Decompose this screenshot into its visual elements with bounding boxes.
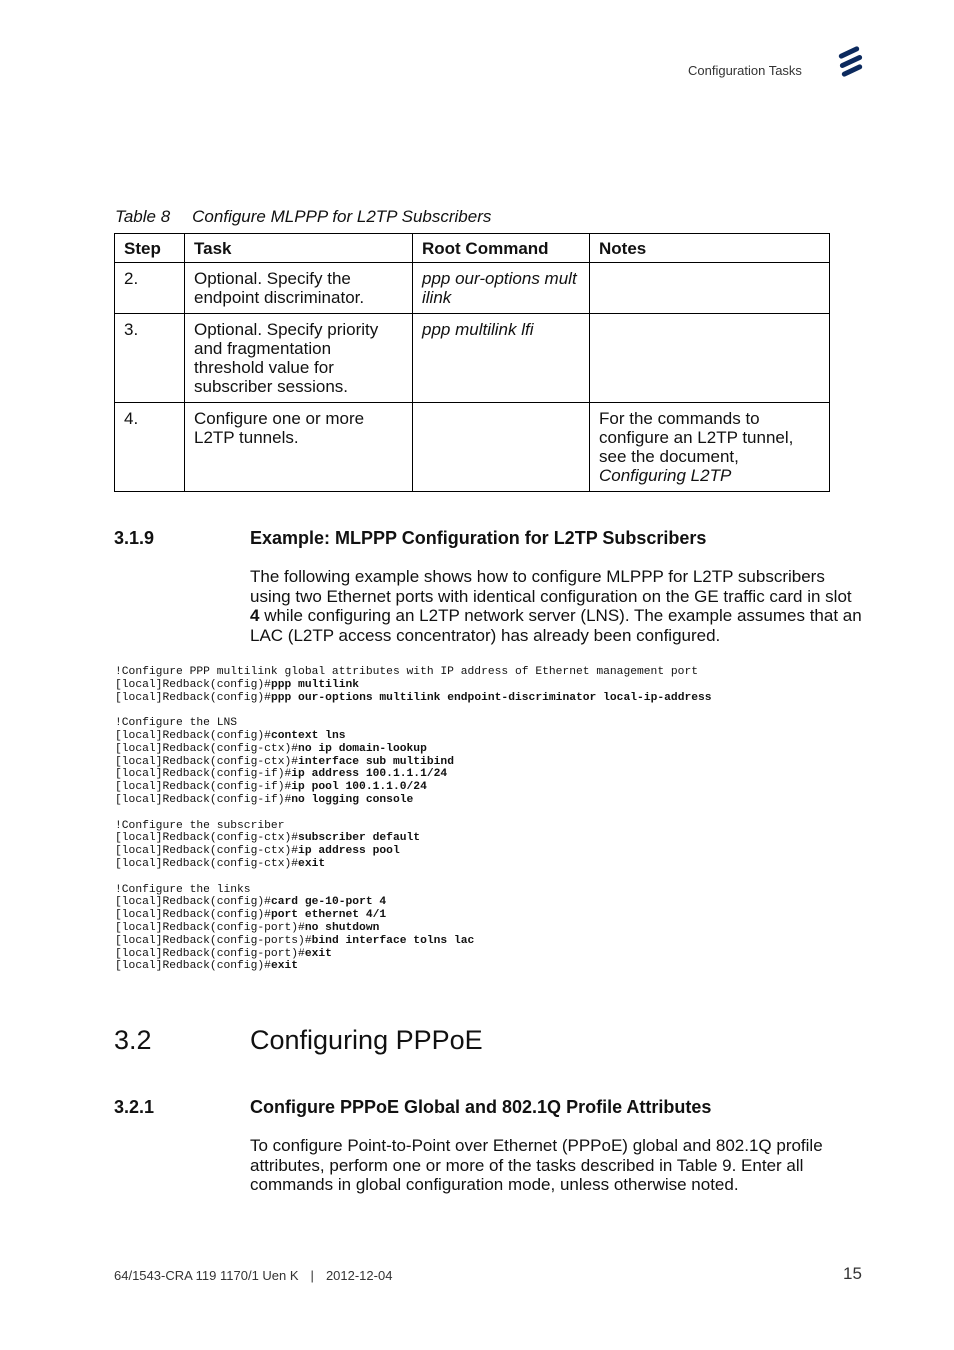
code-command: no logging console: [291, 793, 414, 806]
footer-separator: |: [310, 1268, 314, 1283]
code-prompt: [local]Redback(config-ctx)#: [115, 845, 299, 858]
code-line: [115, 858, 325, 870]
cell-task: Optional. Specify the endpoint discriminator.: [185, 263, 413, 314]
column-header-task: Task: [185, 234, 413, 263]
cell-root-command: ppp multilink lfi: [413, 314, 590, 403]
table-row: [115, 263, 830, 314]
table-header-row: [115, 234, 830, 263]
code-line: [115, 948, 332, 960]
slot-number: 4: [250, 606, 260, 625]
code-prompt: !Configure the subscriber: [115, 819, 285, 832]
tasks-table: [114, 233, 830, 492]
code-line: [115, 909, 386, 921]
code-prompt: [local]Redback(config)#: [115, 909, 271, 922]
page-number: 15: [843, 1264, 862, 1283]
code-command: ip address 100.1.1.1/24: [291, 768, 448, 781]
code-prompt: [local]Redback(config-if)#: [115, 793, 292, 806]
code-command: ip pool 100.1.1.0/24: [291, 781, 427, 794]
section-number: 3.2.1: [114, 1097, 155, 1117]
notes-text: For the commands to configure an L2TP tunnel, see the document,: [599, 409, 794, 466]
table-row: [115, 403, 830, 492]
code-line: [115, 679, 359, 691]
code-prompt: [local]Redback(config)#: [115, 678, 271, 691]
code-line: [115, 794, 413, 806]
table-caption-title: Configure MLPPP for L2TP Subscribers: [192, 207, 492, 226]
code-command: no ip domain-lookup: [298, 742, 427, 755]
code-line: [115, 756, 454, 768]
code-line: [115, 768, 447, 780]
code-example: [115, 666, 712, 973]
code-line: [115, 884, 251, 896]
cell-notes: [590, 403, 830, 492]
code-line: [115, 717, 237, 729]
table-caption-label: Table 8: [115, 207, 171, 226]
code-line: [115, 692, 712, 704]
code-line: [115, 922, 379, 934]
code-prompt: !Configure the links: [115, 883, 251, 896]
column-header-root-command: Root Command: [413, 234, 590, 263]
code-prompt: [local]Redback(config)#: [115, 691, 271, 704]
code-line: [115, 730, 346, 742]
cell-notes: [590, 314, 830, 403]
code-prompt: [local]Redback(config-if)#: [115, 781, 292, 794]
code-line: [115, 832, 420, 844]
ericsson-logo-icon: [836, 43, 866, 84]
code-prompt: [local]Redback(config-port)#: [115, 921, 305, 934]
section-title: Example: MLPPP Configuration for L2TP Subscribers: [250, 528, 707, 548]
code-line: [115, 845, 400, 857]
code-prompt: [local]Redback(config-port)#: [115, 947, 305, 960]
code-command: context lns: [270, 729, 346, 742]
code-prompt: [local]Redback(config-ctx)#: [115, 857, 299, 870]
cell-step: 2.: [115, 263, 185, 314]
code-command: interface sub multibind: [298, 755, 454, 768]
code-prompt: [local]Redback(config-ctx)#: [115, 755, 299, 768]
code-command: bind interface tolns lac: [311, 934, 475, 947]
section-title: Configuring PPPoE: [250, 1025, 483, 1055]
document-reference: Configuring L2TP: [599, 466, 732, 485]
code-command: exit: [270, 960, 299, 973]
footer-document-info: [114, 1268, 392, 1283]
cell-task: Optional. Specify priority and fragmentation threshold value for subscriber sessions.: [185, 314, 413, 403]
code-command: subscriber default: [298, 832, 421, 845]
code-line: [115, 935, 474, 947]
code-command: port ethernet 4/1: [270, 909, 387, 922]
code-line: [115, 960, 298, 972]
running-header: Configuration Tasks: [688, 63, 802, 78]
code-prompt: [local]Redback(config)#: [115, 729, 271, 742]
section-number: 3.2: [114, 1025, 152, 1055]
code-command: exit: [304, 947, 332, 960]
pppoe-paragraph: To configure Point-to-Point over Ethernet (PPPoE) global and 802.1Q profile attributes, perform one or more of the tasks described in Table 9. Enter all commands in global configuration mode, unless otherwise noted.: [250, 1136, 823, 1194]
code-command: ppp our-options multilink endpoint-discriminator local-ip-address: [270, 691, 712, 704]
cell-step: 3.: [115, 314, 185, 403]
code-prompt: [local]Redback(config-ports)#: [115, 934, 312, 947]
cell-root-command: ppp our-options mult ilink: [413, 263, 590, 314]
column-header-notes: Notes: [590, 234, 830, 263]
code-command: no shutdown: [304, 921, 380, 934]
cell-root-command: [413, 403, 590, 492]
table-caption: [115, 207, 491, 227]
code-line: [115, 743, 427, 755]
code-line: [115, 666, 698, 678]
document-date: 2012-12-04: [325, 1268, 393, 1283]
code-command: exit: [298, 857, 326, 870]
code-prompt: !Configure PPP multilink global attributes with IP address of Ethernet management port: [115, 666, 699, 678]
code-prompt: [local]Redback(config-ctx)#: [115, 742, 299, 755]
cell-step: 4.: [115, 403, 185, 492]
cell-notes: [590, 263, 830, 314]
section-number: 3.1.9: [114, 528, 155, 548]
code-prompt: [local]Redback(config)#: [115, 960, 271, 973]
section-title: Configure PPPoE Global and 802.1Q Profile Attributes: [250, 1097, 712, 1117]
code-command: ip address pool: [298, 845, 400, 858]
section-heading-3-2: [114, 1025, 483, 1056]
cell-task: Configure one or more L2TP tunnels.: [185, 403, 413, 492]
code-prompt: !Configure the LNS: [115, 717, 238, 730]
table-row: [115, 314, 830, 403]
code-command: card ge-10-port 4: [270, 896, 387, 909]
code-line: [115, 820, 284, 832]
document-number: 64/1543-CRA 119 1170/1 Uen K: [114, 1268, 299, 1283]
code-prompt: [local]Redback(config-if)#: [115, 768, 292, 781]
code-line: [115, 896, 386, 908]
code-command: ppp multilink: [270, 678, 360, 691]
column-header-step: Step: [115, 234, 185, 263]
code-line: [115, 781, 427, 793]
example-paragraph: The following example shows how to configure MLPPP for L2TP subscribers using two Ethernet ports with identical configuration on the GE traffic card in slot 4 while configuring an L2TP network server (LNS). The example assumes that an LAC (L2TP access concentrator) has already been configured.: [250, 567, 862, 645]
code-prompt: [local]Redback(config)#: [115, 896, 271, 909]
code-prompt: [local]Redback(config-ctx)#: [115, 832, 299, 845]
